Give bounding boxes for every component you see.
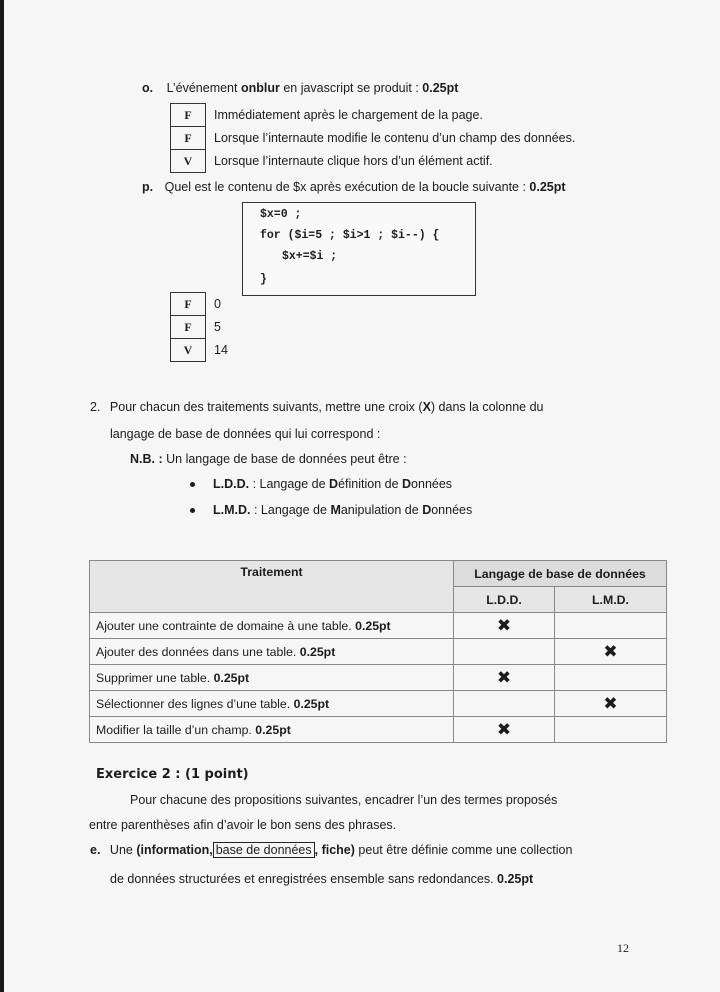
row-label: [90, 639, 454, 665]
question-o-suffix: en javascript se produit :: [279, 81, 423, 95]
table-row: [90, 613, 667, 639]
row-label: [90, 691, 454, 717]
table-row: [90, 717, 667, 743]
bullet-abbr: L.M.D.: [213, 503, 251, 517]
row-points: 0.25pt: [299, 644, 336, 659]
option-row: [171, 127, 576, 150]
header-ldd: L.D.D.: [454, 587, 555, 613]
option-text: Immédiatement après le chargement de la page.: [214, 108, 483, 122]
row-points: 0.25pt: [355, 618, 391, 633]
nb-text: Un langage de base de données peut être :: [162, 452, 407, 466]
bullet-key-letter: M: [330, 503, 341, 517]
cross-lmd: ✖: [555, 691, 667, 717]
exercice-2-instruction-1: Pour chacune des propositions suivantes, encadrer l’un des termes proposés: [130, 793, 558, 807]
bullet-key-letter: D: [402, 477, 412, 491]
page-number: 12: [617, 941, 629, 955]
cross-ldd: [454, 639, 555, 665]
option-text: 14: [214, 343, 228, 357]
row-label: [90, 717, 454, 743]
option-row: [171, 339, 228, 362]
question-o-letter: o.: [142, 81, 154, 95]
bullet-pre: : Langage de: [249, 477, 330, 491]
left-page-edge: [0, 0, 4, 992]
exercice-2-title: Exercice 2 : (1 point): [96, 767, 249, 782]
question-2-line1: [90, 400, 544, 414]
cross-ldd: ✖: [454, 665, 555, 691]
cross-lmd: ✖: [555, 639, 667, 665]
item-option-3: , fiche): [314, 843, 355, 857]
item-letter: e.: [90, 843, 101, 857]
header-langage: Langage de base de données: [454, 561, 667, 587]
option-mark: V: [171, 339, 206, 362]
option-text: 0: [214, 297, 221, 311]
question-p-text: Quel est le contenu de $x après exécution de la boucle suivante :: [164, 180, 530, 194]
nb-note: [130, 452, 407, 466]
bullet-post: onnées: [431, 503, 473, 517]
nb-label: N.B. :: [130, 452, 163, 466]
question-2-number: 2.: [90, 400, 101, 414]
question-p-points: 0.25pt: [529, 180, 566, 194]
row-text: Supprimer une table.: [96, 670, 211, 685]
option-text: Lorsque l’internaute modifie le contenu d’un champ des données.: [214, 131, 576, 145]
language-table: [89, 560, 667, 743]
option-row: [171, 293, 228, 316]
question-2-x: X: [422, 400, 431, 414]
item-text-a: Une: [109, 843, 137, 857]
question-o-points: 0.25pt: [422, 81, 459, 95]
exercice-2-item-e: [90, 843, 572, 857]
bullet-key-letter: D: [329, 477, 339, 491]
bullet-ldd: [213, 477, 452, 491]
item-option-2-boxed: base de données: [213, 842, 315, 858]
option-row: [171, 104, 576, 127]
question-o: [142, 81, 458, 95]
table-row: [90, 665, 667, 691]
header-traitement: Traitement: [90, 561, 454, 613]
cross-ldd: [454, 691, 555, 717]
bullet-post: onnées: [411, 477, 453, 491]
table-row: [90, 639, 667, 665]
option-mark: F: [171, 104, 206, 127]
bullet-dot: [190, 508, 195, 513]
item-line2-text: de données structurées et enregistrées ensemble sans redondances.: [110, 872, 498, 886]
item-points: 0.25pt: [497, 872, 534, 886]
row-text: Sélectionner des lignes d’une table.: [96, 696, 291, 711]
row-points: 0.25pt: [255, 722, 291, 737]
cross-lmd: [555, 613, 667, 639]
option-mark: F: [171, 127, 206, 150]
question-p-letter: p.: [142, 180, 154, 194]
exercice-2-item-e-line2: [110, 872, 533, 886]
bullet-mid: éfinition de: [338, 477, 403, 491]
bullet-key-letter: D: [422, 503, 432, 517]
option-row: [171, 150, 576, 173]
row-text: Ajouter une contrainte de domaine à une table.: [96, 618, 352, 633]
option-mark: F: [171, 316, 206, 339]
cross-lmd: [555, 717, 667, 743]
row-text: Ajouter des données dans une table.: [96, 644, 297, 659]
cross-ldd: ✖: [454, 613, 555, 639]
cross-ldd: ✖: [454, 717, 555, 743]
question-o-keyword: onblur: [240, 81, 280, 95]
question-2-text-a: Pour chacun des traitements suivants, mettre une croix (: [109, 400, 423, 414]
bullet-dot: [190, 482, 195, 487]
row-label: [90, 665, 454, 691]
cross-lmd: [555, 665, 667, 691]
row-text: Modifier la taille d’un champ.: [96, 722, 252, 737]
option-mark: V: [171, 150, 206, 173]
exercice-2-instruction-2: entre parenthèses afin d’avoir le bon sens des phrases.: [89, 818, 397, 832]
option-text: Lorsque l’internaute clique hors d’un élément actif.: [214, 154, 493, 168]
row-label: [90, 613, 454, 639]
code-line: $x=0 ;: [260, 208, 302, 221]
bullet-abbr: L.D.D.: [213, 477, 250, 491]
header-lmd: L.M.D.: [555, 587, 667, 613]
question-2-text-b: ) dans la colonne du: [430, 400, 544, 414]
option-row: [171, 316, 228, 339]
table-header-row: [90, 561, 667, 587]
question-o-options: [170, 103, 576, 173]
question-p: [142, 180, 566, 194]
bullet-mid: anipulation de: [340, 503, 423, 517]
item-text-b: peut être définie comme une collection: [354, 843, 573, 857]
code-line: }: [260, 273, 267, 286]
code-line: for ($i=5 ; $i>1 ; $i--) {: [260, 229, 440, 242]
table-row: [90, 691, 667, 717]
option-mark: F: [171, 293, 206, 316]
bullet-pre: : Langage de: [250, 503, 331, 517]
item-option-1: (information,: [136, 843, 213, 857]
question-2-line2: langage de base de données qui lui correspond :: [110, 427, 381, 441]
row-points: 0.25pt: [213, 670, 250, 685]
question-o-prefix: L’événement: [166, 81, 241, 95]
question-p-options: [170, 292, 228, 362]
bullet-lmd: [213, 503, 472, 517]
option-text: 5: [214, 320, 221, 334]
row-points: 0.25pt: [293, 696, 330, 711]
code-line: $x+=$i ;: [282, 250, 338, 263]
